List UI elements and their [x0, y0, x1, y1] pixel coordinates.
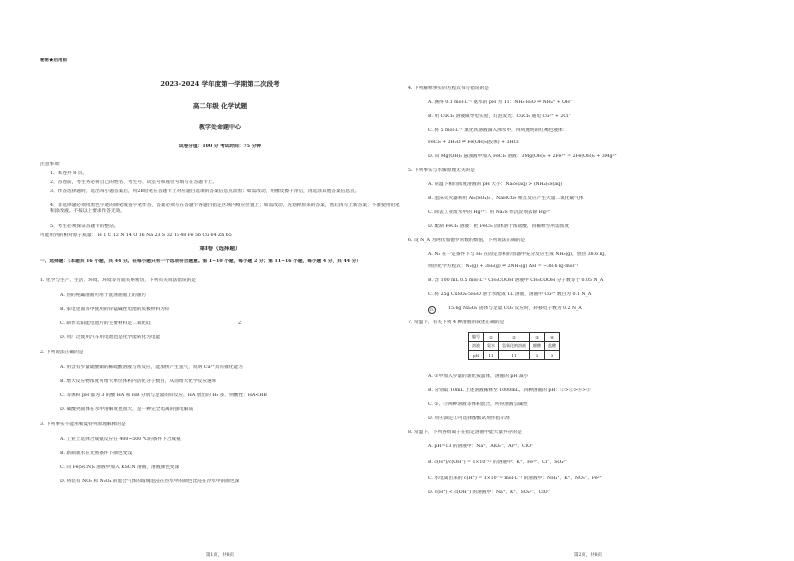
question-4: 4. 下列解释事实的方程式书写错误的是: [408, 86, 489, 91]
table-row: [469, 342, 560, 351]
q2-option-d: D. 碳酸钙固体在水中溶解度也很大，是一种完全电离的强电解质: [60, 407, 194, 412]
exam-title: 2023-2024 学年度第一学期第二次段考: [160, 80, 280, 88]
table-cell: ②: [499, 333, 530, 342]
section-desc: 一、选择题：（本题共 16 小题，共 44 分。在每小题只有一个选项符合题意。第 1~10 小题，每小题 2 分；第 11~16 小题，每小题 4 分，共 44 分）: [40, 259, 362, 264]
q8-option-a: A. pH=13 的溶液中：Na⁺、AlO₂⁻、Al³⁺、ClO⁻: [428, 444, 534, 449]
q2-option-c: C. 等体积 pH 都为 3 的酸 HA 和 HB 分别与足量的锌反应，HA 放出的 H₂ 多，则酸性：HA<HB: [60, 393, 267, 398]
question-6: 6. 设 N_A 为阿伏加德罗常数的数值，下列说法正确的是: [408, 238, 526, 243]
question-8: 8. 常温下，下列各组离子在指定溶液中能大量共存的是: [408, 430, 522, 435]
table-cell: ④: [545, 333, 560, 342]
table-cell: 氨水: [484, 342, 499, 351]
q4-option-d: D. 向 Mg(OH)₂ 悬浊液中加入 FeCl₃ 溶液：3Mg(OH)₂ + 2Fe³⁺ = 2Fe(OH)₃ + 3Mg²⁺: [428, 154, 617, 159]
table-cell: 3: [530, 351, 545, 360]
table-cell: 溶液: [469, 342, 484, 351]
question-3: 3. 下列事实不能用勒夏特列原理解释的是: [40, 422, 126, 427]
q1-option-d: D. 用广泛使用汽车用电池也是化学能转化为电能: [60, 335, 161, 340]
q5-option-b: B. 泡沫灭火器利用 Al₂(SO₄)₃ 、NaHCO₃ 相互反应产生大量二氧化碳气体: [428, 196, 584, 201]
table-cell: 11: [484, 351, 499, 360]
q5-option-a: A. 常温下相同浓度溶液的 pH 大小：Na₂S(aq) > (NH₄)₂S(aq): [428, 182, 562, 187]
q1-option-b: B. 家电里面等中使用的锌锰碱性电池的负极材料为锌: [60, 307, 170, 312]
left-page: [40, 40, 400, 558]
atomic-mass: 可能用到的相对原子质量： H 1 C 12 N 14 O 16 Na 23 S 32 Ti 48 Fe 56 Cu 64 Zn 65: [40, 233, 232, 238]
q3-option-c: C. 向 Fe(SCN)₃ 溶液中加入 KSCN 溶液，溶液颜色变深: [60, 465, 180, 470]
note-5: 5、考生必须保证答题卡的整洁。: [50, 224, 119, 229]
table-row: [469, 333, 560, 342]
note-1: 1、本卷共 8 页。: [50, 171, 88, 176]
table-row: [469, 351, 560, 360]
table-cell: pH: [469, 351, 484, 360]
q3-option-d: D. 将装有 NO₂ 和 N₂O₄ 的混合气体的玻璃泡浸在热水中的颜色比浸在冷水中的颜色深: [60, 479, 240, 484]
q1-mark: 2: [238, 321, 241, 326]
q1-option-a: A. 热的纯碱溶液可用于洗涤油脂上的油污: [60, 293, 147, 298]
secret-mark: 秘密★启用前: [40, 58, 67, 63]
question-7: 7. 常温下，有关下列 4 种溶液的叙述正确的是: [408, 320, 505, 325]
q6-option-d: 15.6g Na₂O₂ 固体与足量 CO₂ 反应时，转移电子数为 0.2 N_A: [448, 306, 582, 311]
q7-option-c: C. ②、③两种溶液等体积混合，所得溶液呈碱性: [428, 402, 528, 407]
table-cell: ③: [530, 333, 545, 342]
q7-table: [468, 332, 560, 360]
table-cell: 3: [545, 351, 560, 360]
table-cell: 氢氧化钠溶液: [499, 342, 530, 351]
q2-option-b: B. 增大反应物浓度可增大单位体积内活化分子数目，从而增大化学反应速率: [60, 379, 217, 384]
exam-subtitle: 高二年级 化学试题: [192, 102, 248, 110]
score-info: 试卷分值：100 分 考试时间：75 分钟: [178, 144, 262, 149]
q5-option-c: C. 除去工业废水中的 Hg²⁺：用 Na₂S 作沉淀剂去除 Hg²⁺: [428, 210, 551, 215]
q4-option-c: C. 将 5 mol·L⁻¹ 氯化铁溶液滴入沸水中，得到透明的红褐色液体：: [428, 128, 568, 133]
q3-option-b: B. 新制氯水在光照条件下颜色变浅: [60, 451, 133, 456]
notes-title: 注意事项：: [40, 162, 64, 167]
table-cell: ①: [484, 333, 499, 342]
table-cell: 醋酸: [530, 342, 545, 351]
table-cell: 盐酸: [545, 342, 560, 351]
q3-option-a: A. 工业上选择合成氨反应在 400~500 ℃的条件下合成氨: [60, 437, 181, 442]
table-cell: 编号: [469, 333, 484, 342]
page-footer-2: 第2页，共8页: [573, 553, 603, 558]
question-5: 5. 下列事实与水解原理无关的是: [408, 168, 475, 173]
table-cell: 11: [499, 351, 530, 360]
note-4: 4、非选择题必须用黑色字迹的钢笔或签字笔作答，答案必须写在答题卡各题目指定区域内相应位置上；如需改动，先划掉原来的答案，然后再写上新答案；不准使用铅笔和涂改液。不按以上要求作答无效。: [50, 203, 400, 214]
q7-option-a: A. ①中加入少量的氯化铵晶体，溶液的 pH 减小: [428, 374, 529, 379]
q8-option-d: D. c(H⁺) < c(OH⁻) 的溶液中：Na⁺、K⁺、SO₄²⁻、ClO⁻: [428, 490, 551, 495]
q2-option-a: A. 用含有少量硫酸铜的稀硫酸溶液与铁反应，能加快产生氢气，说明 Cu²⁺具有催化能力: [60, 365, 243, 370]
question-2: 2. 下列说法正确的是: [40, 350, 84, 355]
note-3: 3、作答选择题时，选出每小题答案后，用2B铅笔在答题卡上对应题目选项的答案信息点涂黑；如需改动，用橡皮擦干净后，再选涂其他答案信息点。: [50, 189, 360, 194]
q7-option-d: D. 用④滴定①可选择酚酞试剂作指示剂: [428, 416, 510, 421]
q6-option-b: B. 含 100 mL 0.5 mol·L⁻¹ CH₃COOH 溶液中 CH₃COOH 分子数等于 0.05 N_A: [428, 278, 604, 283]
q1-option-c: C. 制作太阳能电池片的主要材料是二氧化硅: [60, 321, 151, 326]
q4-option-c-eq: FeCl₃ + 3H₂O ⇌ Fe(OH)₃(胶体) + 3HCl: [428, 140, 519, 145]
right-page: [408, 40, 768, 558]
q5-option-d: D. 配制 FeCl₃ 溶液：把 FeCl₃ 固体溶于浓盐酸，再稀释至所需浓度: [428, 224, 570, 229]
q8-option-c: C. 水电离出来的 c(H⁺) = 1×10⁻¹² mol·L⁻¹ 的溶液中：NH₄⁺、K⁺、NO₃⁻、Fe²⁺: [428, 476, 603, 481]
q4-option-b: B. 用 CuCl₂ 溶液做导电实验，灯泡发光：CuCl₂ 通电 Cu²⁺ + 2Cl⁻: [428, 114, 571, 119]
q4-option-a: A. 测得 0.1 mol·L⁻¹ 氨水的 pH 为 11：NH₃·H₂O ⇌ NH₄⁺ + OH⁻: [428, 100, 573, 105]
q6-option-d-label: D.: [428, 306, 436, 314]
q8-option-b: B. c(H⁺)/c(OH⁻) = 1×10⁻¹² 的溶液中：K⁺、Fe³⁺、Cl⁻、SO₄²⁻: [428, 460, 568, 465]
page-footer-1: 第1页，共8页: [205, 553, 235, 558]
exam-center: 教学处命题中心: [198, 124, 241, 131]
q7-option-b: B. 分别取 10mL 上述溶液稀释至 1000mL，四种溶液的 pH：②>①>④>③: [428, 388, 591, 393]
note-2: 2、答卷前，考生务必将自己的姓名、考生号、试室号和座位号填写在答题卡上。: [50, 180, 218, 185]
q6-option-a-eq: 则热化学方程式：N₂(g) + 3H₂(g) ⇌ 2NH₃(g) ΔH = −38.6 kJ·mol⁻¹: [428, 264, 579, 269]
section-title: 第Ⅰ卷（选择题）: [199, 246, 241, 252]
question-1: 1. 化学与生产、生活、环境、环境等方面关系密切，下列有关说法错误的是: [40, 278, 196, 283]
q6-option-c: C. 将 25g CuSO₄·5H₂O 溶于水配成 1L 溶液，溶液中 Cu²⁺ 数目为 0.1 N_A: [428, 292, 592, 297]
q6-option-a: A. N₂ 在一定条件下与 H₂ 在固定容积的容器中充分反应生成 NH₃(g)，放热 38.6 kJ，: [428, 252, 610, 257]
